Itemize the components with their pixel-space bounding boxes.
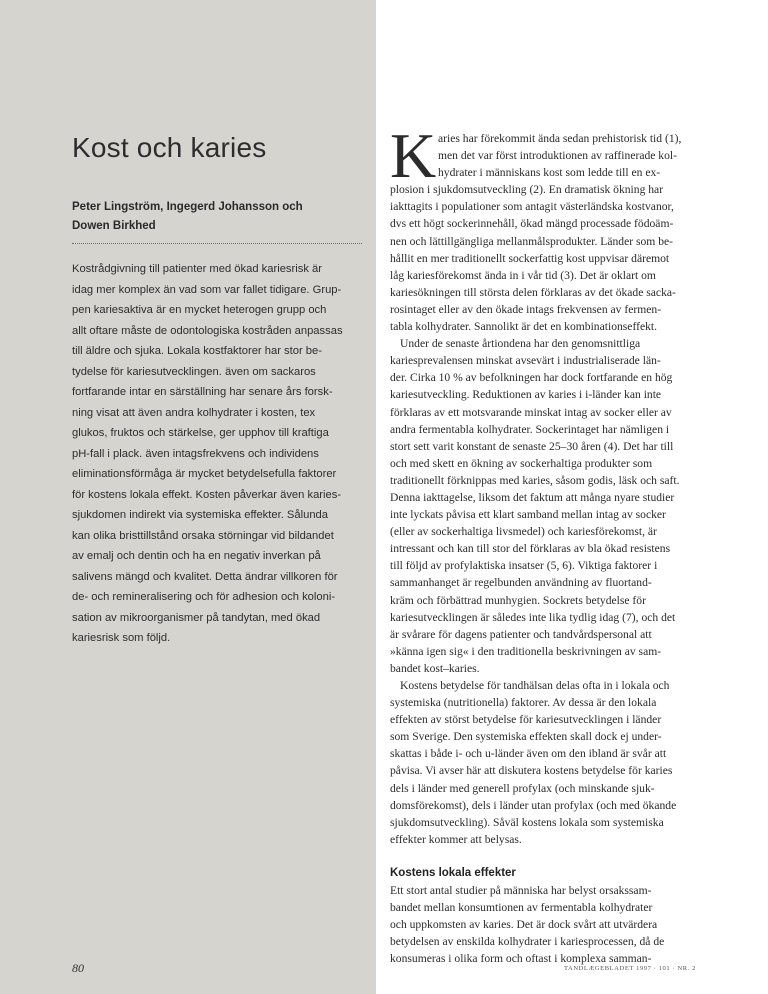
- text-line: tydelse för kariesutvecklingen. även om sackaros: [72, 365, 316, 378]
- page-number: 80: [72, 961, 84, 975]
- text-line: är svårare för dagens patienter och tandvårdspersonal att: [390, 627, 652, 641]
- section-heading: Kostens lokala effekter: [390, 866, 516, 879]
- text-line: der. Cirka 10 % av befolkningen har dock fortfarande en hög: [390, 371, 673, 385]
- text-line: effekten av störst betydelse för kariesutvecklingen i länder: [390, 713, 662, 727]
- text-line: hydrater i människans kost som ledde till en ex-: [438, 166, 661, 180]
- text-line: pH-fall i plack. även intagsfrekvens och individens: [72, 447, 319, 460]
- authors-line-1: Peter Lingström, Ingegerd Johansson och: [72, 201, 303, 213]
- text-line: pen kariesaktiva är en mycket heterogen grupp och: [72, 304, 327, 316]
- text-line: bandet kost–karies.: [390, 661, 480, 675]
- text-line: traditionellt förknippas med karies, såsom godis, läsk och saft.: [390, 473, 680, 487]
- text-line: allt oftare måste de odontologiska kostråden anpassas: [72, 324, 343, 337]
- text-line: kariesutveckling. Reduktionen av karies i i-länder kan inte: [390, 388, 662, 402]
- text-line: kariesprevalensen minskat avsevärt i industrialiserade län-: [390, 354, 661, 368]
- text-line: för kostens lokala effekt. Kosten påverkar även karies-: [72, 488, 342, 501]
- authors-line-2: Dowen Birkhed: [72, 220, 156, 232]
- drop-cap: K: [390, 120, 437, 191]
- text-line: fortfarande intar en särställning har senare års forsk-: [72, 386, 333, 398]
- text-line: till följd av profylaktiska insatser (5, 6). Viktiga faktorer i: [390, 559, 658, 573]
- text-line: kräm och förbättrad munhygien. Sockrets betydelse för: [390, 593, 646, 607]
- text-line: andra fermentabla kolhydrater. Sockerintaget har nämligen i: [390, 422, 670, 436]
- text-line: sation av mikroorganismer på tandytan, med ökad: [72, 611, 321, 624]
- text-line: Kostens betydelse för tandhälsan delas ofta in i lokala och: [400, 679, 670, 693]
- text-line: inte lyckats påvisa ett klart samband mellan intag av socker: [390, 508, 666, 522]
- text-line: nen och lättillgängliga mellanmålsprodukter. Länder som be-: [390, 234, 673, 248]
- text-line: rosintaget eller av den ökade intags frekvensen av fermen-: [390, 302, 662, 316]
- text-line: dvs ett högt sockerinnehåll, ökad mängd processade födoäm-: [390, 217, 674, 231]
- text-line: plosion i sjukdomsutveckling (2). En dramatisk ökning har: [390, 183, 664, 197]
- section-paragraph: [390, 882, 696, 967]
- text-line: glukos, fruktos och stärkelse, ger upphov till kraftiga: [72, 427, 329, 439]
- text-line: kariesutvecklingen är således inte lika tydlig idag (7), och det: [390, 610, 676, 624]
- text-line: skattas i både i- och u-länder även om den ibland är svår att: [390, 747, 667, 761]
- text-line: hållit en mer traditionellt sockerfattig kost uppvisar däremot: [390, 251, 670, 265]
- dotted-divider: [72, 243, 362, 244]
- abstract-text: [72, 259, 368, 649]
- text-line: som Sverige. Den systemiska effekten skall dock ej under-: [390, 730, 662, 744]
- text-line: betydelsen av enskilda kolhydrater i kariesprocessen, då de: [390, 935, 665, 949]
- text-line: men det var först introduktionen av raffinerade kol-: [438, 149, 677, 163]
- body-column: [390, 120, 696, 967]
- text-line: Denna iakttagelse, liksom det faktum att många nyare studier: [390, 490, 675, 504]
- text-line: kan olika bristtillstånd orsaka störningar vid bildandet: [72, 529, 334, 542]
- text-line: låg kariesförekomst ända in i vår tid (3). Det är oklart om: [390, 268, 656, 282]
- text-line: dels i länder med generell profylax (och minskande sjuk-: [390, 781, 655, 795]
- article-title: Kost och karies: [72, 132, 267, 163]
- text-line: tabla kolhydrater. Sannolikt är det en kombinationseffekt.: [390, 320, 658, 334]
- text-line: kariesrisk som följd.: [72, 632, 171, 644]
- text-line: »känna igen sig« i den traditionella beskrivningen av sam-: [390, 644, 662, 658]
- text-line: kariesökningen till största delen förklaras av det ökade sacka-: [390, 285, 676, 299]
- text-line: salivens mängd och kvalitet. Detta ändrar villkoren för: [72, 570, 338, 583]
- text-line: sjukdomsutveckling). Såväl kostens lokala som systemiska: [390, 815, 664, 829]
- text-line: påvisa. Vi avser här att diskutera kostens betydelse för karies: [390, 764, 673, 778]
- body-paragraphs: [390, 181, 696, 848]
- text-line: Kostrådgivning till patienter med ökad kariesrisk är: [72, 263, 322, 275]
- text-line: av emalj och dentin och ha en negativ inverkan på: [72, 550, 321, 562]
- text-line: konsumeras i olika form och oftast i komplexa samman-: [390, 952, 652, 966]
- text-line: systemiska (nutritionella) faktorer. Av dessa är den lokala: [390, 696, 657, 710]
- text-line: aries har förekommit ända sedan prehistorisk tid (1),: [438, 132, 682, 145]
- text-line: sjukdomen indirekt via systemiska effekter. Sålunda: [72, 509, 328, 521]
- journal-footer: TANDLÆGEBLADET 1997 · 101 · NR. 2: [564, 965, 696, 972]
- text-line: idag mer komplex än vad som var fallet tidigare. Grup-: [72, 283, 342, 296]
- text-line: (eller av sockerhaltiga livsmedel) och kariesförekomst, är: [390, 525, 657, 539]
- drop-cap-lines: [438, 130, 681, 181]
- text-line: intressant och kan till stor del förklaras av bla ökad resistens: [390, 542, 671, 556]
- text-line: ning visat att även andra kolhydrater i kosten, tex: [72, 406, 316, 419]
- text-line: och med skett en ökning av sockerhaltiga produkter som: [390, 456, 653, 470]
- text-line: effekter kommer att belysas.: [390, 832, 522, 846]
- text-line: domsförekomst), dels i länder utan profylax (och med ökande: [390, 798, 677, 812]
- text-line: stort sett varit konstant de senaste 25–30 åren (4). Det har till: [390, 439, 674, 453]
- text-line: till äldre och sjuka. Lokala kostfaktorer har stor be-: [72, 345, 322, 357]
- text-line: Under de senaste årtiondena har den genomsnittliga: [400, 337, 641, 351]
- text-line: de- och remineralisering och för adhesion och koloni-: [72, 591, 336, 603]
- text-line: bandet mellan konsumtionen av fermentabla kolhydrater: [390, 901, 653, 915]
- text-line: förklaras av ett motsvarande minskat intag av socker eller av: [390, 405, 672, 419]
- text-line: iakttagits i populationer som antagit västerländska kostvanor,: [390, 200, 674, 214]
- text-line: eliminationsförmåga är mycket betydelsefulla faktorer: [72, 468, 337, 480]
- text-line: Ett stort antal studier på människa har belyst orsakssam-: [390, 883, 652, 897]
- text-line: och uppkomsten av karies. Det är dock svårt att utvärdera: [390, 918, 658, 932]
- text-line: sammanhanget är regelbunden användning av fluortand-: [390, 576, 652, 590]
- author-list: [72, 198, 362, 236]
